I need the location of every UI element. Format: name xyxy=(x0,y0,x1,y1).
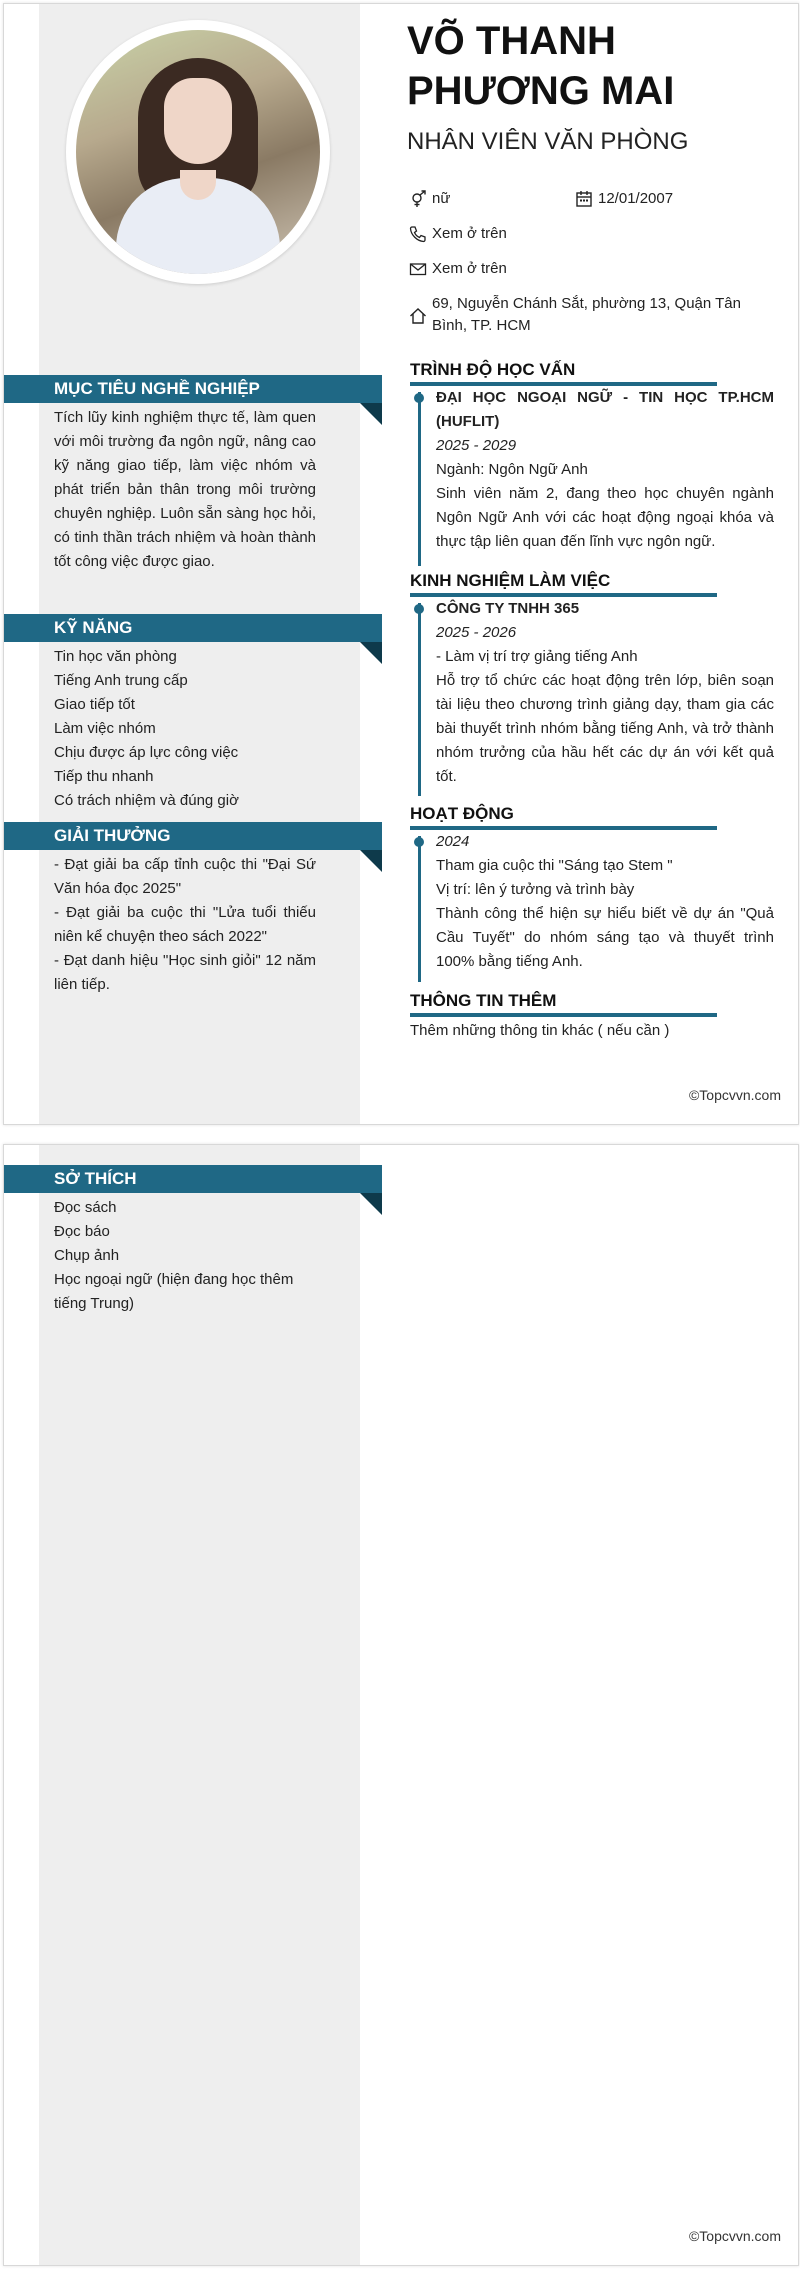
extra-info-heading: THÔNG TIN THÊM xyxy=(410,990,717,1017)
skills-list xyxy=(54,645,316,813)
hobbies-list xyxy=(54,1196,316,1316)
education-major: Ngành: Ngôn Ngữ Anh xyxy=(436,461,588,478)
education-timeline-line xyxy=(418,392,421,566)
gender-icon xyxy=(409,190,427,208)
extra-info-text: Thêm những thông tin khác ( nếu cần ) xyxy=(410,1022,670,1039)
activities-timeline-dot xyxy=(414,837,424,847)
skill-item: Tiếng Anh trung cấp xyxy=(54,672,188,689)
skill-item: Chịu được áp lực công việc xyxy=(54,744,239,761)
experience-period: 2025 - 2026 xyxy=(436,624,517,641)
company-name: CÔNG TY TNHH 365 xyxy=(436,600,580,617)
full-name: VÕ THANH PHƯƠNG MAI xyxy=(407,19,675,113)
email-value: Xem ở trên xyxy=(432,260,507,277)
awards-heading: GIẢI THƯỞNG xyxy=(4,822,382,850)
experience-timeline-line xyxy=(418,603,421,796)
activities-timeline-line xyxy=(418,836,421,982)
dob-value: 12/01/2007 xyxy=(598,190,674,207)
hobby-item: Đọc sách xyxy=(54,1199,117,1216)
hobbies-heading-fold xyxy=(360,1193,382,1215)
education-heading: TRÌNH ĐỘ HỌC VẤN xyxy=(410,359,717,386)
footer-credit: ©Topcvvn.com xyxy=(688,1087,781,1103)
awards-text: - Đạt giải ba cấp tỉnh cuộc thi "Đại Sứ Văn hóa đọc 2025" - Đạt giải ba cuộc thi "Lửa tuổi thiếu niên kể chuyện theo sách 2022" - Đạt danh hiệu "Học sinh giỏi" 12 năm liên tiếp. xyxy=(54,856,316,993)
skills-heading: KỸ NĂNG xyxy=(4,614,382,642)
hobby-item: Học ngoại ngữ (hiện đang học thêm tiếng Trung) xyxy=(54,1271,294,1312)
experience-description: Hỗ trợ tổ chức các hoạt động trên lớp, biên soạn tài liệu theo chương trình giảng dạy, tham gia các bài thuyết trình nhóm bằng tiếng Anh, và trở thành nhóm trưởng của hầu hết các dự án với kết quả tốt. xyxy=(436,672,774,785)
phone-icon xyxy=(409,225,427,243)
school-name: ĐẠI HỌC NGOẠI NGỮ - TIN HỌC TP.HCM (HUFLIT) xyxy=(436,389,774,430)
email-icon xyxy=(409,260,427,278)
cv-page-1 xyxy=(3,3,799,1125)
education-entry xyxy=(436,386,774,554)
gender-value: nữ xyxy=(432,190,451,207)
activity-description: Thành công thể hiện sự hiểu biết về dự án "Quả Cầu Tuyết" do nhóm sáng tạo và thuyết trình 100% bằng tiếng Anh. xyxy=(436,905,774,970)
awards-heading-fold xyxy=(360,850,382,872)
activity-role: Vị trí: lên ý tưởng và trình bày xyxy=(436,881,635,898)
address-value: 69, Nguyễn Chánh Sắt, phường 13, Quận Tân Bình, TP. HCM xyxy=(432,295,741,334)
calendar-icon xyxy=(575,190,593,208)
education-timeline-dot xyxy=(414,393,424,403)
footer-credit: ©Topcvvn.com xyxy=(688,2228,781,2244)
activities-entry xyxy=(436,830,774,974)
experience-timeline-dot xyxy=(414,604,424,614)
experience-role: - Làm vị trí trợ giảng tiếng Anh xyxy=(436,648,638,665)
home-icon xyxy=(409,307,427,325)
objective-heading: MỤC TIÊU NGHỀ NGHIỆP xyxy=(4,375,382,403)
education-description: Sinh viên năm 2, đang theo học chuyên ngành Ngôn Ngữ Anh với các hoạt động ngoại khóa và thực tập liên quan đến lĩnh vực ngôn ngữ. xyxy=(436,485,774,550)
skill-item: Giao tiếp tốt xyxy=(54,696,135,713)
activity-year: 2024 xyxy=(436,833,470,850)
education-period: 2025 - 2029 xyxy=(436,437,517,454)
avatar xyxy=(76,30,320,274)
objective-heading-fold xyxy=(360,403,382,425)
cv-page-2 xyxy=(3,1144,799,2266)
skills-heading-fold xyxy=(360,642,382,664)
skill-item: Tin học văn phòng xyxy=(54,648,177,665)
objective-text: Tích lũy kinh nghiệm thực tế, làm quen với môi trường đa ngôn ngữ, nâng cao kỹ năng giao tiếp, làm việc nhóm và phát triển bản thân trong môi trường chuyên nghiệp. Luôn sẵn sàng học hỏi, có tinh thần trách nhiệm và hoàn thành tốt công việc được giao. xyxy=(54,409,316,570)
hobby-item: Chụp ảnh xyxy=(54,1247,120,1264)
experience-entry xyxy=(436,597,774,789)
hobby-item: Đọc báo xyxy=(54,1223,110,1240)
job-title: NHÂN VIÊN VĂN PHÒNG xyxy=(407,128,689,155)
experience-heading: KINH NGHIỆM LÀM VIỆC xyxy=(410,570,717,597)
skill-item: Tiếp thu nhanh xyxy=(54,768,154,785)
activities-heading: HOẠT ĐỘNG xyxy=(410,803,717,830)
hobbies-heading: SỞ THÍCH xyxy=(4,1165,382,1193)
phone-value: Xem ở trên xyxy=(432,225,507,242)
skill-item: Làm việc nhóm xyxy=(54,720,156,737)
avatar-frame xyxy=(66,20,330,284)
activity-event: Tham gia cuộc thi "Sáng tạo Stem " xyxy=(436,857,673,874)
skill-item: Có trách nhiệm và đúng giờ xyxy=(54,792,239,809)
